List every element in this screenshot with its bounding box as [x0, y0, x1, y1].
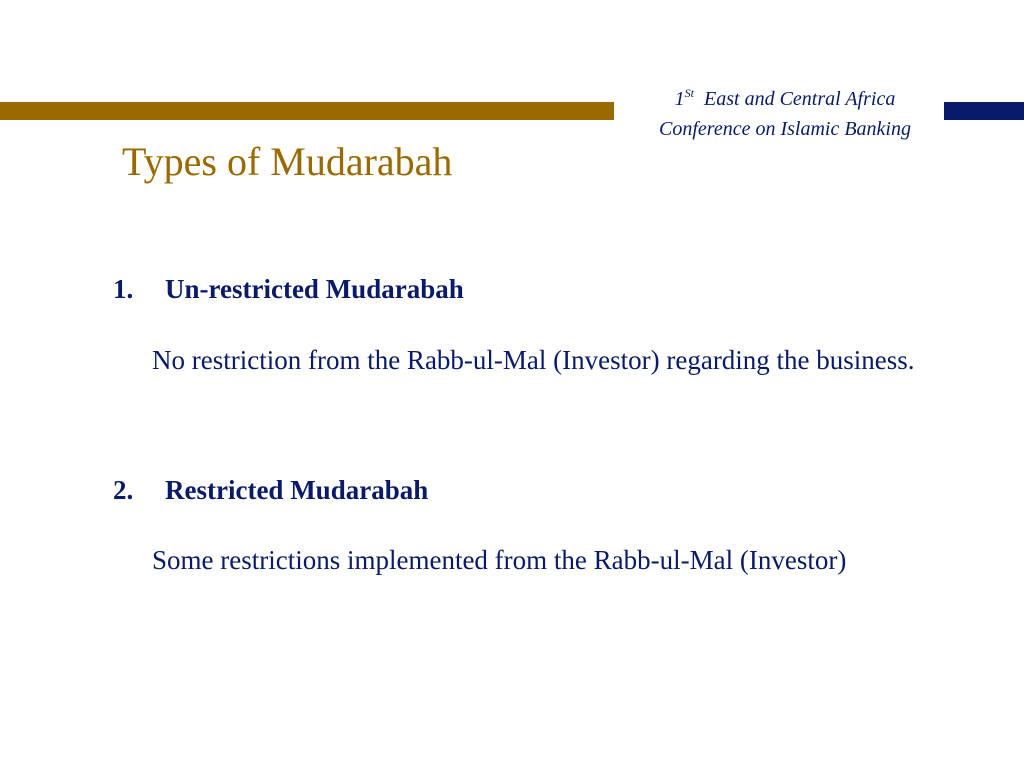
conference-line-1 — [620, 84, 950, 114]
list-item-heading — [113, 272, 464, 306]
list-item-description: Some restrictions implemented from the Rabb-ul-Mal (Investor) — [152, 545, 847, 575]
list-item-heading — [113, 473, 428, 507]
conference-label — [620, 84, 950, 144]
list-item-number: 1. — [113, 274, 134, 304]
conference-line-1-text: East and Central Africa — [704, 88, 896, 110]
slide-title: Types of Mudarabah — [122, 139, 453, 184]
conference-ordinal-suffix: St — [684, 86, 695, 100]
header-navy-bar — [944, 102, 1024, 120]
conference-ordinal: 1 — [674, 88, 685, 110]
list-item-number: 2. — [113, 475, 134, 505]
header-gold-bar — [0, 102, 614, 120]
list-item-heading-text: Un-restricted Mudarabah — [165, 274, 464, 304]
conference-line-2: Conference on Islamic Banking — [659, 118, 911, 140]
list-item-heading-text: Restricted Mudarabah — [165, 475, 429, 505]
list-item-description: No restriction from the Rabb-ul-Mal (Investor) regarding the business. — [152, 345, 915, 375]
